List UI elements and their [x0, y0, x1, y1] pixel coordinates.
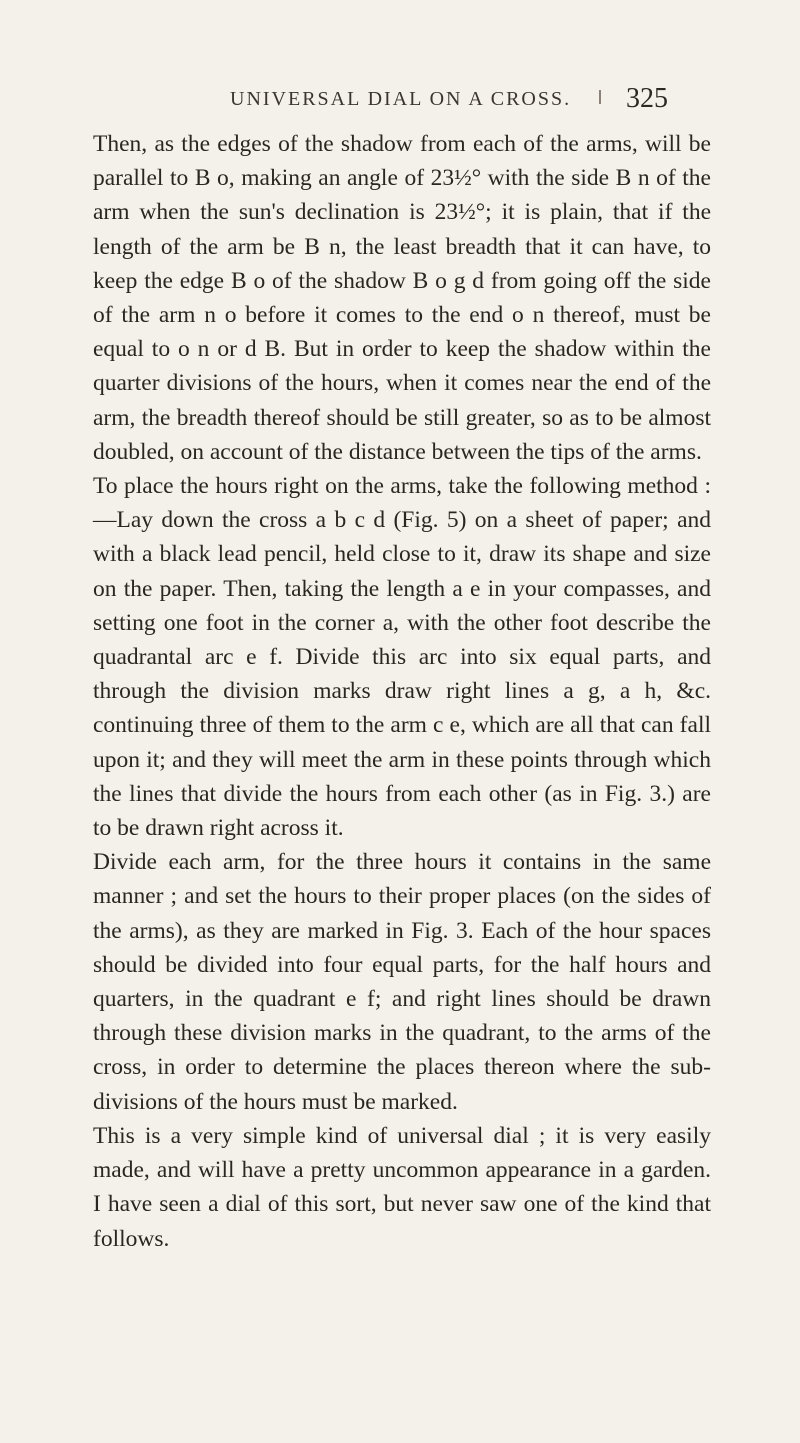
header-title: UNIVERSAL DIAL ON A CROSS.	[230, 88, 572, 110]
paragraph-1: Then, as the edges of the shadow from each of the arms, will be parallel to B o, making an angle of 23½° with the side B n of the arm when the sun's declination is 23½°; it is plain, that if the length of the arm be B n, the least breadth that it can have, to keep the edge B o of the shadow B o g d from going off the side of the arm n o before it comes to the end o n thereof, must be equal to o n or d B. But in order to keep the shadow within the quarter divisions of the hours, when it comes near the end of the arm, the breadth thereof should be still greater, so as to be almost doubled, on account of the distance between the tips of the arms.	[93, 131, 711, 465]
paragraph-2: To place the hours right on the arms, take the following method :—Lay down the cross a b c d (Fig. 5) on a sheet of paper; and with a black lead pencil, held close to it, draw its shape and size on the paper. Then, taking the length a e in your compasses, and setting one foot in the corner a, with the other foot describe the quadrantal arc e f. Divide this arc into six equal parts, and through the division marks draw right lines a g, a h, &c. continuing three of them to the arm c e, which are all that can fall upon it; and they will meet the arm in these points through which the lines that divide the hours from each other (as in Fig. 3.) are to be drawn right across it.	[93, 473, 711, 842]
body-text	[93, 127, 711, 1256]
running-head	[0, 83, 800, 120]
page-number: 325	[626, 83, 668, 114]
paragraph-4: This is a very simple kind of universal dial ; it is very easily made, and will have a pretty uncommon appearance in a garden. I have seen a dial of this sort, but never saw one of the kind that follows.	[93, 1122, 711, 1252]
paragraph-3: Divide each arm, for the three hours it contains in the same manner ; and set the hours to their proper places (on the sides of the arms), as they are marked in Fig. 3. Each of the hour spaces should be divided into four equal parts, for the half hours and quarters, in the quadrant e f; and right lines should be drawn through these division marks in the quadrant, to the arms of the cross, in order to determine the places thereon where the sub-divisions of the hours must be marked.	[93, 849, 711, 1115]
header-mark	[599, 90, 601, 104]
